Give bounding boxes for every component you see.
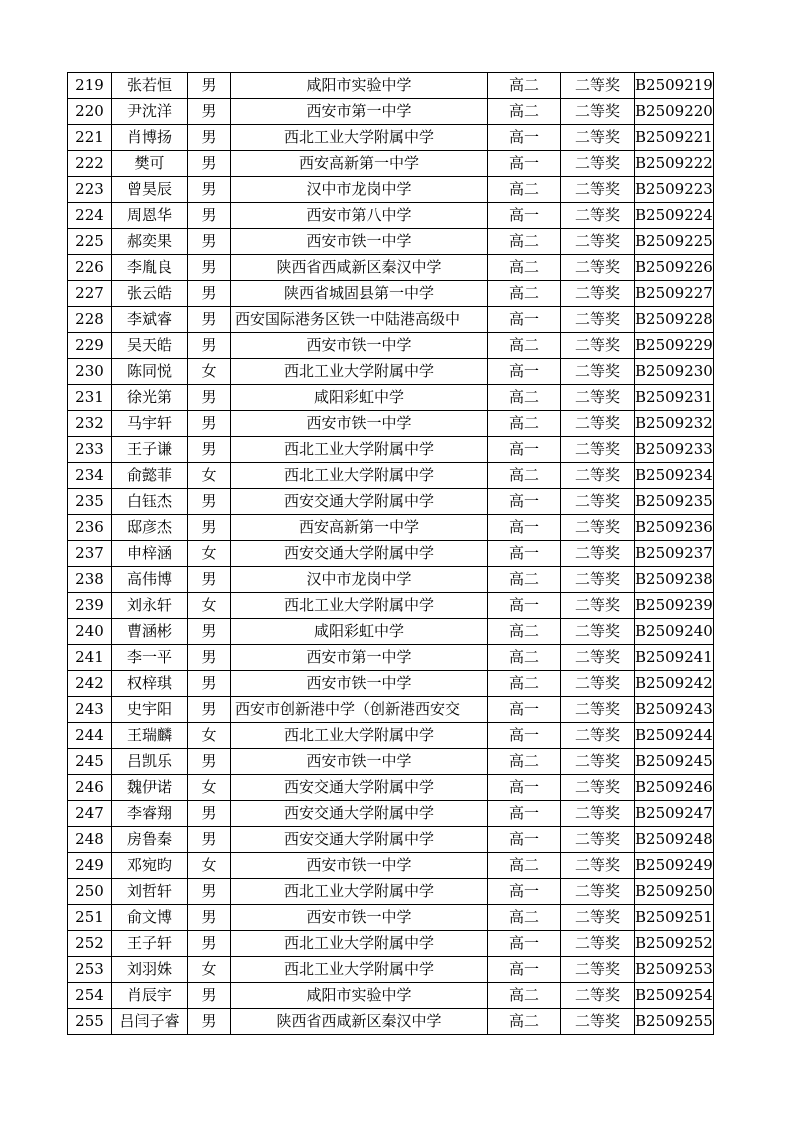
- certificate-id-cell: B2509254: [635, 983, 714, 1009]
- award-level-cell: 二等奖: [561, 333, 635, 359]
- grade-level-cell: 高二: [488, 619, 561, 645]
- student-name-cell: 邓宛昀: [112, 853, 188, 879]
- gender-cell: 男: [188, 515, 231, 541]
- gender-cell: 男: [188, 411, 231, 437]
- table-row: [68, 879, 714, 905]
- row-number-cell: 227: [68, 281, 112, 307]
- gender-cell: 男: [188, 203, 231, 229]
- award-level-cell: 二等奖: [561, 255, 635, 281]
- award-level-cell: 二等奖: [561, 411, 635, 437]
- student-name-cell: 白钰杰: [112, 489, 188, 515]
- student-name-cell: 吴天皓: [112, 333, 188, 359]
- school-name-cell: 西安市铁一中学: [231, 853, 488, 879]
- gender-cell: 男: [188, 229, 231, 255]
- award-level-cell: 二等奖: [561, 177, 635, 203]
- grade-level-cell: 高二: [488, 99, 561, 125]
- gender-cell: 男: [188, 255, 231, 281]
- school-name-cell: 西北工业大学附属中学: [231, 723, 488, 749]
- row-number-cell: 242: [68, 671, 112, 697]
- table-row: [68, 567, 714, 593]
- grade-level-cell: 高二: [488, 255, 561, 281]
- student-name-cell: 曾昊辰: [112, 177, 188, 203]
- student-name-cell: 徐光第: [112, 385, 188, 411]
- grade-level-cell: 高二: [488, 177, 561, 203]
- row-number-cell: 240: [68, 619, 112, 645]
- grade-level-cell: 高二: [488, 671, 561, 697]
- grade-level-cell: 高一: [488, 437, 561, 463]
- certificate-id-cell: B2509223: [635, 177, 714, 203]
- student-name-cell: 王子谦: [112, 437, 188, 463]
- grade-level-cell: 高一: [488, 203, 561, 229]
- grade-level-cell: 高二: [488, 385, 561, 411]
- gender-cell: 男: [188, 645, 231, 671]
- row-number-cell: 238: [68, 567, 112, 593]
- award-table: [67, 72, 714, 1035]
- award-level-cell: 二等奖: [561, 957, 635, 983]
- grade-level-cell: 高一: [488, 697, 561, 723]
- gender-cell: 女: [188, 853, 231, 879]
- student-name-cell: 李一平: [112, 645, 188, 671]
- award-level-cell: 二等奖: [561, 931, 635, 957]
- award-level-cell: 二等奖: [561, 99, 635, 125]
- grade-level-cell: 高二: [488, 73, 561, 99]
- award-level-cell: 二等奖: [561, 879, 635, 905]
- grade-level-cell: 高一: [488, 307, 561, 333]
- grade-level-cell: 高二: [488, 229, 561, 255]
- certificate-id-cell: B2509230: [635, 359, 714, 385]
- award-level-cell: 二等奖: [561, 437, 635, 463]
- school-name-cell: 西安交通大学附属中学: [231, 827, 488, 853]
- student-name-cell: 郝奕果: [112, 229, 188, 255]
- school-name-cell: 西北工业大学附属中学: [231, 879, 488, 905]
- gender-cell: 女: [188, 541, 231, 567]
- row-number-cell: 252: [68, 931, 112, 957]
- award-level-cell: 二等奖: [561, 645, 635, 671]
- school-name-cell: 西安市铁一中学: [231, 749, 488, 775]
- table-row: [68, 697, 714, 723]
- table-row: [68, 931, 714, 957]
- award-level-cell: 二等奖: [561, 697, 635, 723]
- table-row: [68, 957, 714, 983]
- school-name-cell: 西安交通大学附属中学: [231, 801, 488, 827]
- student-name-cell: 房鲁秦: [112, 827, 188, 853]
- table-row: [68, 385, 714, 411]
- certificate-id-cell: B2509243: [635, 697, 714, 723]
- certificate-id-cell: B2509232: [635, 411, 714, 437]
- table-row: [68, 983, 714, 1009]
- school-name-cell: 咸阳彩虹中学: [231, 619, 488, 645]
- gender-cell: 男: [188, 281, 231, 307]
- student-name-cell: 李斌睿: [112, 307, 188, 333]
- award-level-cell: 二等奖: [561, 307, 635, 333]
- grade-level-cell: 高一: [488, 957, 561, 983]
- award-level-cell: 二等奖: [561, 125, 635, 151]
- row-number-cell: 246: [68, 775, 112, 801]
- table-row: [68, 307, 714, 333]
- certificate-id-cell: B2509234: [635, 463, 714, 489]
- grade-level-cell: 高二: [488, 645, 561, 671]
- grade-level-cell: 高一: [488, 151, 561, 177]
- row-number-cell: 236: [68, 515, 112, 541]
- certificate-id-cell: B2509238: [635, 567, 714, 593]
- gender-cell: 男: [188, 749, 231, 775]
- school-name-cell: 西安市铁一中学: [231, 671, 488, 697]
- gender-cell: 男: [188, 333, 231, 359]
- table-row: [68, 437, 714, 463]
- award-level-cell: 二等奖: [561, 489, 635, 515]
- row-number-cell: 241: [68, 645, 112, 671]
- row-number-cell: 251: [68, 905, 112, 931]
- gender-cell: 男: [188, 151, 231, 177]
- gender-cell: 男: [188, 931, 231, 957]
- student-name-cell: 史宇阳: [112, 697, 188, 723]
- student-name-cell: 王子轩: [112, 931, 188, 957]
- certificate-id-cell: B2509250: [635, 879, 714, 905]
- school-name-cell: 西北工业大学附属中学: [231, 931, 488, 957]
- row-number-cell: 223: [68, 177, 112, 203]
- student-name-cell: 邸彦杰: [112, 515, 188, 541]
- gender-cell: 男: [188, 489, 231, 515]
- gender-cell: 男: [188, 801, 231, 827]
- row-number-cell: 243: [68, 697, 112, 723]
- award-level-cell: 二等奖: [561, 515, 635, 541]
- grade-level-cell: 高二: [488, 567, 561, 593]
- certificate-id-cell: B2509231: [635, 385, 714, 411]
- table-row: [68, 203, 714, 229]
- school-name-cell: 西北工业大学附属中学: [231, 957, 488, 983]
- award-level-cell: 二等奖: [561, 801, 635, 827]
- grade-level-cell: 高一: [488, 775, 561, 801]
- table-row: [68, 775, 714, 801]
- award-table-body: [68, 73, 714, 1035]
- grade-level-cell: 高一: [488, 541, 561, 567]
- row-number-cell: 224: [68, 203, 112, 229]
- table-row: [68, 463, 714, 489]
- award-level-cell: 二等奖: [561, 385, 635, 411]
- certificate-id-cell: B2509236: [635, 515, 714, 541]
- school-name-cell: 西安市第八中学: [231, 203, 488, 229]
- table-row: [68, 749, 714, 775]
- table-row: [68, 723, 714, 749]
- student-name-cell: 李睿翔: [112, 801, 188, 827]
- gender-cell: 女: [188, 463, 231, 489]
- table-row: [68, 177, 714, 203]
- row-number-cell: 222: [68, 151, 112, 177]
- grade-level-cell: 高一: [488, 801, 561, 827]
- row-number-cell: 244: [68, 723, 112, 749]
- gender-cell: 女: [188, 593, 231, 619]
- row-number-cell: 230: [68, 359, 112, 385]
- row-number-cell: 235: [68, 489, 112, 515]
- school-name-cell: 汉中市龙岗中学: [231, 567, 488, 593]
- row-number-cell: 231: [68, 385, 112, 411]
- table-row: [68, 73, 714, 99]
- table-row: [68, 853, 714, 879]
- award-level-cell: 二等奖: [561, 853, 635, 879]
- school-name-cell: 西北工业大学附属中学: [231, 125, 488, 151]
- award-level-cell: 二等奖: [561, 359, 635, 385]
- table-row: [68, 593, 714, 619]
- certificate-id-cell: B2509222: [635, 151, 714, 177]
- student-name-cell: 魏伊诺: [112, 775, 188, 801]
- award-level-cell: 二等奖: [561, 827, 635, 853]
- student-name-cell: 王瑞麟: [112, 723, 188, 749]
- school-name-cell: 咸阳彩虹中学: [231, 385, 488, 411]
- row-number-cell: 234: [68, 463, 112, 489]
- table-row: [68, 281, 714, 307]
- table-row: [68, 671, 714, 697]
- gender-cell: 男: [188, 177, 231, 203]
- grade-level-cell: 高二: [488, 983, 561, 1009]
- row-number-cell: 253: [68, 957, 112, 983]
- school-name-cell: 咸阳市实验中学: [231, 983, 488, 1009]
- student-name-cell: 申梓涵: [112, 541, 188, 567]
- gender-cell: 男: [188, 307, 231, 333]
- gender-cell: 女: [188, 957, 231, 983]
- award-level-cell: 二等奖: [561, 281, 635, 307]
- grade-level-cell: 高二: [488, 333, 561, 359]
- student-name-cell: 吕凯乐: [112, 749, 188, 775]
- gender-cell: 男: [188, 99, 231, 125]
- award-level-cell: 二等奖: [561, 541, 635, 567]
- row-number-cell: 221: [68, 125, 112, 151]
- school-name-cell: 西安市铁一中学: [231, 333, 488, 359]
- row-number-cell: 232: [68, 411, 112, 437]
- grade-level-cell: 高二: [488, 853, 561, 879]
- grade-level-cell: 高二: [488, 281, 561, 307]
- school-name-cell: 陕西省城固县第一中学: [231, 281, 488, 307]
- row-number-cell: 228: [68, 307, 112, 333]
- school-name-cell: 西安交通大学附属中学: [231, 541, 488, 567]
- certificate-id-cell: B2509251: [635, 905, 714, 931]
- certificate-id-cell: B2509246: [635, 775, 714, 801]
- school-name-cell: 西安高新第一中学: [231, 515, 488, 541]
- student-name-cell: 李胤良: [112, 255, 188, 281]
- row-number-cell: 248: [68, 827, 112, 853]
- certificate-id-cell: B2509249: [635, 853, 714, 879]
- table-row: [68, 645, 714, 671]
- table-row: [68, 229, 714, 255]
- table-row: [68, 151, 714, 177]
- gender-cell: 男: [188, 1009, 231, 1035]
- certificate-id-cell: B2509224: [635, 203, 714, 229]
- student-name-cell: 俞懿菲: [112, 463, 188, 489]
- student-name-cell: 高伟博: [112, 567, 188, 593]
- award-level-cell: 二等奖: [561, 671, 635, 697]
- school-name-cell: 西安国际港务区铁一中陆港高级中: [231, 307, 488, 333]
- grade-level-cell: 高二: [488, 1009, 561, 1035]
- grade-level-cell: 高一: [488, 931, 561, 957]
- gender-cell: 男: [188, 125, 231, 151]
- row-number-cell: 245: [68, 749, 112, 775]
- student-name-cell: 刘羽姝: [112, 957, 188, 983]
- table-row: [68, 489, 714, 515]
- row-number-cell: 250: [68, 879, 112, 905]
- award-level-cell: 二等奖: [561, 593, 635, 619]
- row-number-cell: 233: [68, 437, 112, 463]
- certificate-id-cell: B2509239: [635, 593, 714, 619]
- award-level-cell: 二等奖: [561, 463, 635, 489]
- certificate-id-cell: B2509242: [635, 671, 714, 697]
- award-level-cell: 二等奖: [561, 73, 635, 99]
- gender-cell: 男: [188, 879, 231, 905]
- row-number-cell: 219: [68, 73, 112, 99]
- grade-level-cell: 高一: [488, 489, 561, 515]
- table-row: [68, 359, 714, 385]
- grade-level-cell: 高一: [488, 593, 561, 619]
- school-name-cell: 西安市铁一中学: [231, 411, 488, 437]
- student-name-cell: 曹涵彬: [112, 619, 188, 645]
- grade-level-cell: 高一: [488, 515, 561, 541]
- school-name-cell: 陕西省西咸新区秦汉中学: [231, 255, 488, 281]
- student-name-cell: 张云皓: [112, 281, 188, 307]
- grade-level-cell: 高一: [488, 359, 561, 385]
- award-level-cell: 二等奖: [561, 619, 635, 645]
- gender-cell: 男: [188, 905, 231, 931]
- gender-cell: 男: [188, 671, 231, 697]
- student-name-cell: 吕闫子睿: [112, 1009, 188, 1035]
- award-level-cell: 二等奖: [561, 749, 635, 775]
- student-name-cell: 刘哲轩: [112, 879, 188, 905]
- table-row: [68, 1009, 714, 1035]
- table-row: [68, 333, 714, 359]
- gender-cell: 女: [188, 775, 231, 801]
- table-row: [68, 801, 714, 827]
- gender-cell: 女: [188, 359, 231, 385]
- row-number-cell: 239: [68, 593, 112, 619]
- school-name-cell: 西安交通大学附属中学: [231, 775, 488, 801]
- certificate-id-cell: B2509252: [635, 931, 714, 957]
- student-name-cell: 刘永轩: [112, 593, 188, 619]
- student-name-cell: 肖辰宇: [112, 983, 188, 1009]
- award-level-cell: 二等奖: [561, 203, 635, 229]
- school-name-cell: 西安市第一中学: [231, 645, 488, 671]
- certificate-id-cell: B2509245: [635, 749, 714, 775]
- grade-level-cell: 高一: [488, 125, 561, 151]
- grade-level-cell: 高二: [488, 411, 561, 437]
- grade-level-cell: 高一: [488, 723, 561, 749]
- row-number-cell: 229: [68, 333, 112, 359]
- student-name-cell: 陈同悦: [112, 359, 188, 385]
- award-level-cell: 二等奖: [561, 723, 635, 749]
- certificate-id-cell: B2509253: [635, 957, 714, 983]
- school-name-cell: 西安高新第一中学: [231, 151, 488, 177]
- certificate-id-cell: B2509226: [635, 255, 714, 281]
- student-name-cell: 尹沈洋: [112, 99, 188, 125]
- table-row: [68, 619, 714, 645]
- school-name-cell: 西安市创新港中学（创新港西安交: [231, 697, 488, 723]
- school-name-cell: 西安市第一中学: [231, 99, 488, 125]
- row-number-cell: 237: [68, 541, 112, 567]
- row-number-cell: 254: [68, 983, 112, 1009]
- certificate-id-cell: B2509255: [635, 1009, 714, 1035]
- school-name-cell: 西安市铁一中学: [231, 905, 488, 931]
- grade-level-cell: 高二: [488, 749, 561, 775]
- certificate-id-cell: B2509241: [635, 645, 714, 671]
- school-name-cell: 陕西省西咸新区秦汉中学: [231, 1009, 488, 1035]
- certificate-id-cell: B2509219: [635, 73, 714, 99]
- table-row: [68, 541, 714, 567]
- award-level-cell: 二等奖: [561, 1009, 635, 1035]
- student-name-cell: 马宇轩: [112, 411, 188, 437]
- school-name-cell: 西安市铁一中学: [231, 229, 488, 255]
- gender-cell: 男: [188, 619, 231, 645]
- school-name-cell: 西北工业大学附属中学: [231, 463, 488, 489]
- row-number-cell: 247: [68, 801, 112, 827]
- certificate-id-cell: B2509225: [635, 229, 714, 255]
- certificate-id-cell: B2509247: [635, 801, 714, 827]
- row-number-cell: 255: [68, 1009, 112, 1035]
- certificate-id-cell: B2509220: [635, 99, 714, 125]
- award-level-cell: 二等奖: [561, 905, 635, 931]
- row-number-cell: 226: [68, 255, 112, 281]
- gender-cell: 男: [188, 567, 231, 593]
- grade-level-cell: 高一: [488, 879, 561, 905]
- gender-cell: 男: [188, 437, 231, 463]
- row-number-cell: 249: [68, 853, 112, 879]
- row-number-cell: 225: [68, 229, 112, 255]
- certificate-id-cell: B2509233: [635, 437, 714, 463]
- award-level-cell: 二等奖: [561, 775, 635, 801]
- certificate-id-cell: B2509237: [635, 541, 714, 567]
- gender-cell: 男: [188, 983, 231, 1009]
- certificate-id-cell: B2509221: [635, 125, 714, 151]
- certificate-id-cell: B2509240: [635, 619, 714, 645]
- gender-cell: 男: [188, 385, 231, 411]
- table-row: [68, 255, 714, 281]
- gender-cell: 女: [188, 723, 231, 749]
- certificate-id-cell: B2509248: [635, 827, 714, 853]
- student-name-cell: 张若恒: [112, 73, 188, 99]
- award-level-cell: 二等奖: [561, 983, 635, 1009]
- certificate-id-cell: B2509227: [635, 281, 714, 307]
- school-name-cell: 汉中市龙岗中学: [231, 177, 488, 203]
- award-level-cell: 二等奖: [561, 151, 635, 177]
- certificate-id-cell: B2509228: [635, 307, 714, 333]
- table-row: [68, 99, 714, 125]
- school-name-cell: 咸阳市实验中学: [231, 73, 488, 99]
- gender-cell: 男: [188, 827, 231, 853]
- award-level-cell: 二等奖: [561, 567, 635, 593]
- table-row: [68, 515, 714, 541]
- certificate-id-cell: B2509235: [635, 489, 714, 515]
- student-name-cell: 肖博扬: [112, 125, 188, 151]
- student-name-cell: 樊可: [112, 151, 188, 177]
- gender-cell: 男: [188, 697, 231, 723]
- row-number-cell: 220: [68, 99, 112, 125]
- grade-level-cell: 高二: [488, 463, 561, 489]
- school-name-cell: 西北工业大学附属中学: [231, 437, 488, 463]
- table-row: [68, 827, 714, 853]
- school-name-cell: 西北工业大学附属中学: [231, 593, 488, 619]
- gender-cell: 男: [188, 73, 231, 99]
- student-name-cell: 周恩华: [112, 203, 188, 229]
- table-row: [68, 411, 714, 437]
- table-row: [68, 125, 714, 151]
- certificate-id-cell: B2509229: [635, 333, 714, 359]
- school-name-cell: 西安交通大学附属中学: [231, 489, 488, 515]
- school-name-cell: 西北工业大学附属中学: [231, 359, 488, 385]
- student-name-cell: 俞文博: [112, 905, 188, 931]
- certificate-id-cell: B2509244: [635, 723, 714, 749]
- grade-level-cell: 高一: [488, 827, 561, 853]
- grade-level-cell: 高二: [488, 905, 561, 931]
- table-row: [68, 905, 714, 931]
- student-name-cell: 权梓琪: [112, 671, 188, 697]
- award-level-cell: 二等奖: [561, 229, 635, 255]
